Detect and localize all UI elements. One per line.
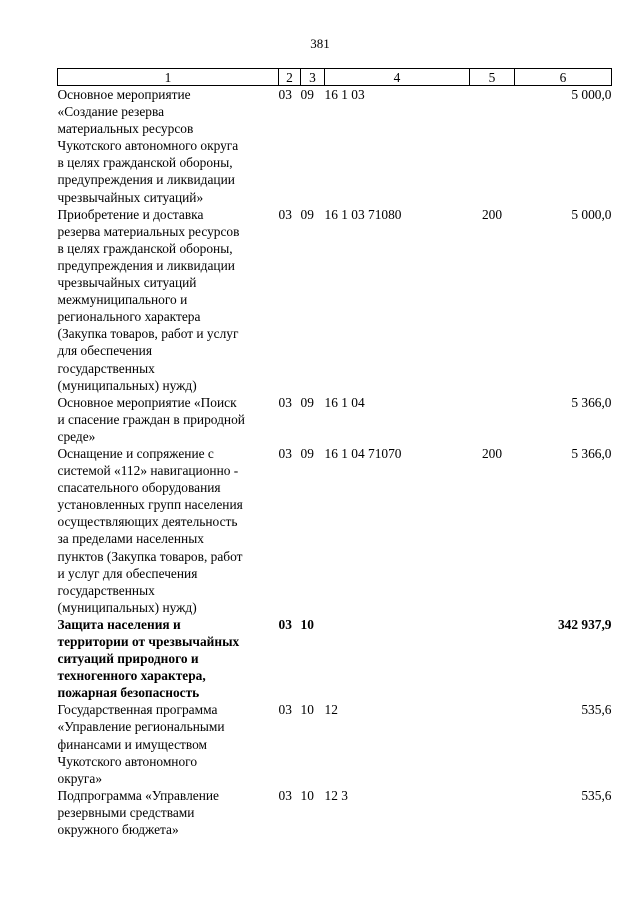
- table-row: [58, 206, 612, 394]
- table-row: [58, 445, 612, 616]
- row-expense-type: [470, 86, 515, 206]
- row-section: 03: [278, 87, 292, 102]
- row-expense-type: [470, 787, 515, 838]
- row-section: 03: [278, 394, 292, 410]
- row-subsection: 09: [300, 206, 314, 222]
- row-amount: 5 366,0: [571, 394, 612, 410]
- row-section: 03: [278, 616, 292, 632]
- table-row: [58, 701, 612, 786]
- row-name: Основное мероприятие «Создание резерва материальных ресурсов Чукотского автономного округа в целях гражданской обороны, предупреждения и ликвидации чрезвычайных ситуаций»: [57, 87, 239, 205]
- row-name: Оснащение и сопряжение с системой «112» навигационно - спасательного оборудования установленных групп населения осуществляющих деятельность за пределами населенных пунктов (Закупка товаров, работ и услуг для обеспечения государственных (муниципальных) нужд): [57, 445, 243, 615]
- row-name: Государственная программа «Управление региональными финансами и имуществом Чукотского автономного округа»: [57, 702, 225, 786]
- column-header-4: 4: [325, 69, 470, 86]
- row-subsection: 10: [300, 787, 314, 803]
- row-target-article: [325, 616, 470, 701]
- row-section: 03: [278, 445, 292, 461]
- row-target-article: 12: [324, 702, 338, 718]
- row-expense-type: [470, 701, 515, 786]
- row-subsection: 09: [300, 87, 314, 102]
- row-subsection: 10: [300, 616, 314, 632]
- header-row: [58, 69, 612, 86]
- row-expense-type: [470, 616, 515, 701]
- table-row: [58, 86, 612, 206]
- budget-table: [57, 68, 612, 838]
- row-amount: 5 366,0: [571, 445, 612, 461]
- row-expense-type: [470, 394, 515, 445]
- table-row: [58, 787, 612, 838]
- row-target-article: 16 1 04: [324, 394, 365, 410]
- row-target-article: 12 3: [324, 787, 348, 803]
- column-header-2: 2: [279, 69, 301, 86]
- row-amount: 535,6: [581, 787, 612, 803]
- table-row: [58, 394, 612, 445]
- row-subsection: 09: [300, 394, 314, 410]
- row-name: Защита населения и территории от чрезвычайных ситуаций природного и техногенного характера, пожарная безопасность: [57, 616, 240, 701]
- row-target-article: 16 1 03: [324, 87, 365, 102]
- row-amount: 535,6: [581, 702, 612, 718]
- row-amount: 342 937,9: [557, 616, 612, 632]
- column-header-1: 1: [58, 69, 279, 86]
- row-target-article: 16 1 03 71080: [324, 206, 402, 222]
- column-header-3: 3: [301, 69, 325, 86]
- column-header-5: 5: [470, 69, 515, 86]
- row-subsection: 09: [300, 445, 314, 461]
- row-expense-type: 200: [481, 445, 503, 461]
- page-number: 381: [310, 36, 330, 51]
- table-row-section-total: [58, 616, 612, 701]
- row-name: Приобретение и доставка резерва материальных ресурсов в целях гражданской обороны, предупреждения и ликвидации чрезвычайных ситуаций межмуниципального и регионального характера (Закупка товаров, работ и услуг для обеспечения государственных (муниципальных) нужд): [57, 206, 240, 393]
- row-section: 03: [278, 787, 292, 803]
- row-expense-type: 200: [481, 206, 503, 222]
- row-subsection: 10: [300, 702, 314, 718]
- row-name: Подпрограмма «Управление резервными средствами окружного бюджета»: [57, 787, 219, 838]
- row-target-article: 16 1 04 71070: [324, 445, 402, 461]
- column-header-6: 6: [515, 69, 612, 86]
- row-section: 03: [278, 702, 292, 718]
- row-name: Основное мероприятие «Поиск и спасение граждан в природной среде»: [57, 394, 245, 444]
- row-amount: 5 000,0: [571, 87, 612, 102]
- row-section: 03: [278, 206, 292, 222]
- row-amount: 5 000,0: [571, 206, 612, 222]
